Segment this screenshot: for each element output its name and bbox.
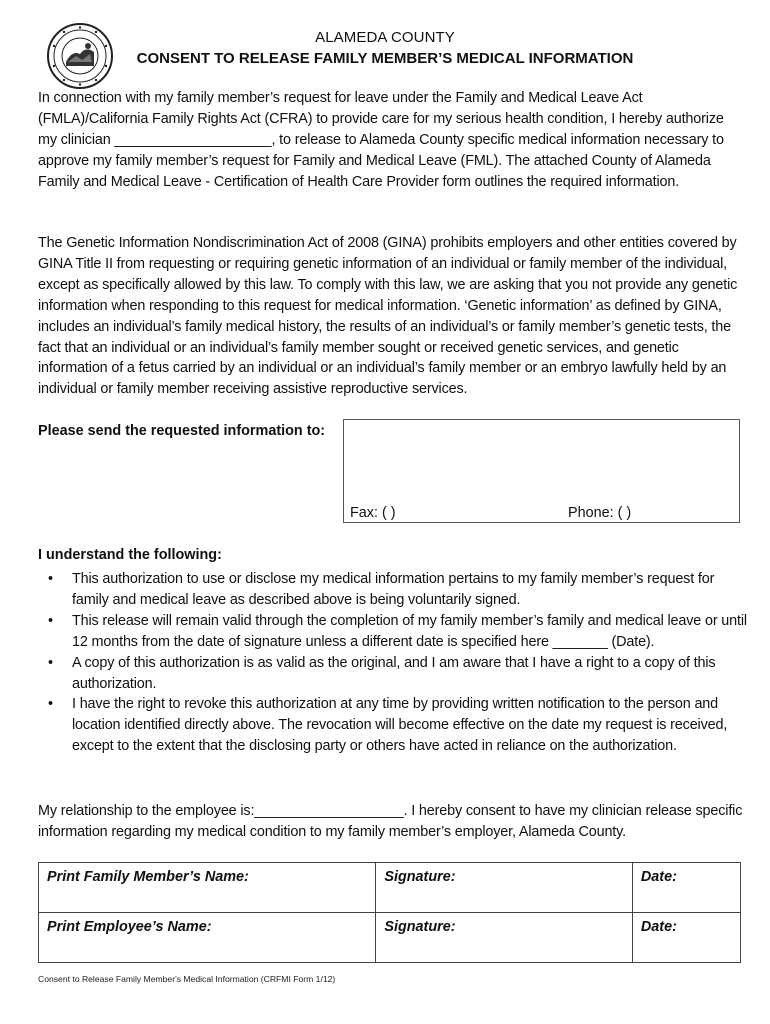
bullet-icon: •: [48, 654, 53, 671]
employee-date-field[interactable]: Date:: [632, 913, 740, 963]
county-seal-icon: [46, 22, 114, 90]
form-footer: Consent to Release Family Member's Medical Information (CRFMI Form 1/12): [38, 974, 336, 984]
family-member-date-field[interactable]: Date:: [632, 863, 740, 913]
signature-table: [38, 862, 741, 963]
employee-signature-field[interactable]: Signature:: [376, 913, 633, 963]
employee-name-field[interactable]: Print Employee’s Name:: [39, 913, 376, 963]
fax-field[interactable]: Fax: ( ): [350, 505, 396, 521]
list-item-text: This release will remain valid through the completion of my family member’s family and medical leave or until 12 months from the date of signature unless a different date is specified here _______ (Date).: [72, 612, 747, 650]
list-item: [48, 694, 748, 757]
table-row: [39, 913, 741, 963]
form-title: CONSENT TO RELEASE FAMILY MEMBER’S MEDICAL INFORMATION: [136, 50, 634, 67]
list-item-text: This authorization to use or disclose my medical information pertains to my family member’s request for family and medical leave as described above is being voluntarily signed.: [72, 571, 715, 608]
bullet-icon: •: [48, 612, 53, 629]
list-item: [48, 569, 748, 611]
send-to-label: Please send the requested information to:: [38, 423, 326, 439]
send-to-address-box[interactable]: [343, 419, 740, 523]
relationship-paragraph: My relationship to the employee is:___________________. I hereby consent to have my clinician release specific information regarding my medical condition to my family member’s employer, Alameda County.: [38, 803, 743, 840]
intro-paragraph: In connection with my family member’s request for leave under the Family and Medical Leave Act (FMLA)/California Family Rights Act (CFRA) to provide care for my serious health condition, I hereby authorize my clinician ____________________, to release to Alameda County specific medical information necessary to approve my family member’s request for Family and Medical Leave (FML). The attached County of Alameda Family and Medical Leave - Certification of Health Care Provider form outlines the required information.: [38, 90, 724, 190]
table-row: [39, 863, 741, 913]
family-member-name-field[interactable]: Print Family Member’s Name:: [39, 863, 376, 913]
list-item-text: A copy of this authorization is as valid as the original, and I am aware that I have a right to a copy of this authorization.: [72, 654, 716, 692]
list-item-text: I have the right to revoke this authorization at any time by providing written notification to the person and location identified directly above. The revocation will become effective on the date my request is received, except to the extent that the disclosing party or others have acted in reliance on the authorization.: [72, 696, 728, 755]
county-name: ALAMEDA COUNTY: [315, 29, 455, 46]
bullet-icon: •: [48, 696, 53, 713]
understand-heading: I understand the following:: [38, 547, 222, 563]
bullet-icon: •: [48, 571, 53, 587]
phone-field[interactable]: Phone: ( ): [568, 505, 632, 521]
family-member-signature-field[interactable]: Signature:: [376, 863, 633, 913]
gina-paragraph: The Genetic Information Nondiscrimination Act of 2008 (GINA) prohibits employers and other entities covered by GINA Title II from requesting or requiring genetic information of an individual or family member of the individual, except as specifically allowed by this law. To comply with this law, we are asking that you not provide any genetic information when responding to this request for medical information. ‘Genetic information’ as defined by GINA, includes an individual’s family medical history, the results of an individual’s or family member’s genetic tests, the fact that an individual or an individual’s family member sought or received genetic services, and genetic information of a fetus carried by an individual or an individual’s family member or an embryo lawfully held by an individual or family member receiving assistive reproductive services.: [38, 235, 738, 398]
list-item: [48, 611, 748, 653]
list-item: [48, 653, 748, 695]
understand-list: [48, 569, 748, 757]
